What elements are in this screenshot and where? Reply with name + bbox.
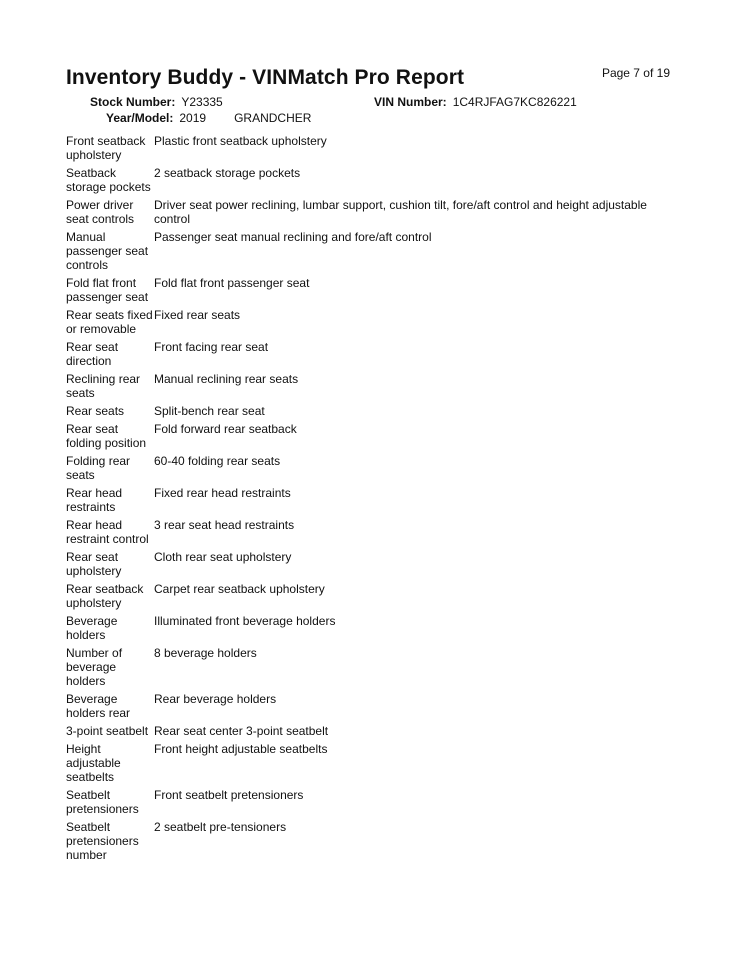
spec-row xyxy=(66,276,676,304)
spec-row xyxy=(66,340,676,368)
spec-value: Plastic front seatback upholstery xyxy=(154,134,327,148)
spec-label: Folding rear seats xyxy=(66,454,131,482)
spec-value: Carpet rear seatback upholstery xyxy=(154,582,325,596)
spec-row xyxy=(66,614,676,642)
spec-label: Number of beverage holders xyxy=(66,646,123,688)
spec-row xyxy=(66,404,676,418)
spec-label: Seatbelt pretensioners xyxy=(66,788,139,816)
stock-number-label: Stock Number: xyxy=(90,95,176,109)
spec-label: Height adjustable seatbelts xyxy=(66,742,121,784)
spec-value: Front height adjustable seatbelts xyxy=(154,742,328,756)
spec-row xyxy=(66,742,676,784)
spec-value: 2 seatbelt pre-tensioners xyxy=(154,820,287,834)
spec-label: Power driver seat controls xyxy=(66,198,135,226)
spec-value: Illuminated front beverage holders xyxy=(154,614,336,628)
year-model-field xyxy=(106,111,311,125)
spec-row xyxy=(66,198,676,226)
spec-value: 3 rear seat head restraints xyxy=(154,518,295,532)
year-model-label: Year/Model: xyxy=(106,111,174,125)
spec-row xyxy=(66,550,676,578)
spec-label: 3-point seatbelt xyxy=(66,724,149,738)
spec-list xyxy=(66,134,676,866)
spec-row xyxy=(66,422,676,450)
spec-row xyxy=(66,692,676,720)
spec-label: Rear head restraints xyxy=(66,486,123,514)
spec-value: 60-40 folding rear seats xyxy=(154,454,281,468)
spec-row xyxy=(66,788,676,816)
stock-number-field xyxy=(90,95,223,109)
spec-label: Rear seatback upholstery xyxy=(66,582,144,610)
vin-number-label: VIN Number: xyxy=(374,95,447,109)
spec-value: Passenger seat manual reclining and fore/aft control xyxy=(154,230,432,244)
spec-value: Driver seat power reclining, lumbar support, cushion tilt, fore/aft control and height adjustable control xyxy=(154,198,647,226)
spec-row xyxy=(66,724,676,738)
spec-value: Manual reclining rear seats xyxy=(154,372,299,386)
spec-label: Beverage holders rear xyxy=(66,692,131,720)
spec-row xyxy=(66,372,676,400)
spec-value: Fixed rear head restraints xyxy=(154,486,291,500)
year-value: 2019 xyxy=(179,111,207,125)
spec-value: 2 seatback storage pockets xyxy=(154,166,301,180)
spec-value: Front facing rear seat xyxy=(154,340,269,354)
spec-label: Rear seat direction xyxy=(66,340,119,368)
spec-row xyxy=(66,486,676,514)
page-number: Page 7 of 19 xyxy=(601,66,670,80)
spec-value: Fold flat front passenger seat xyxy=(154,276,310,290)
spec-label: Reclining rear seats xyxy=(66,372,141,400)
spec-value: Split-bench rear seat xyxy=(154,404,265,418)
spec-value: Rear seat center 3-point seatbelt xyxy=(154,724,329,738)
spec-row xyxy=(66,820,676,862)
spec-value: Fold forward rear seatback xyxy=(154,422,297,436)
spec-row xyxy=(66,166,676,194)
spec-label: Seatback storage pockets xyxy=(66,166,151,194)
report-title: Inventory Buddy - VINMatch Pro Report xyxy=(66,66,465,89)
vin-number-value: 1C4RJFAG7KC826221 xyxy=(452,95,577,109)
spec-label: Manual passenger seat controls xyxy=(66,230,149,272)
spec-label: Front seatback upholstery xyxy=(66,134,146,162)
spec-label: Rear seats fixed or removable xyxy=(66,308,153,336)
spec-row xyxy=(66,454,676,482)
spec-label: Rear seat upholstery xyxy=(66,550,122,578)
spec-label: Rear head restraint control xyxy=(66,518,149,546)
spec-label: Beverage holders xyxy=(66,614,118,642)
spec-row xyxy=(66,308,676,336)
spec-label: Rear seat folding position xyxy=(66,422,147,450)
spec-row xyxy=(66,134,676,162)
spec-row xyxy=(66,646,676,688)
vin-number-field xyxy=(374,95,577,109)
spec-row xyxy=(66,518,676,546)
stock-number-value: Y23335 xyxy=(181,95,223,109)
model-value: GRANDCHER xyxy=(234,111,312,125)
spec-row xyxy=(66,230,676,272)
spec-label: Seatbelt pretensioners number xyxy=(66,820,139,862)
spec-value: 8 beverage holders xyxy=(154,646,257,660)
spec-label: Rear seats xyxy=(66,404,125,418)
spec-value: Front seatbelt pretensioners xyxy=(154,788,304,802)
spec-value: Cloth rear seat upholstery xyxy=(154,550,292,564)
spec-value: Fixed rear seats xyxy=(154,308,241,322)
spec-value: Rear beverage holders xyxy=(154,692,277,706)
spec-label: Fold flat front passenger seat xyxy=(66,276,149,304)
spec-row xyxy=(66,582,676,610)
